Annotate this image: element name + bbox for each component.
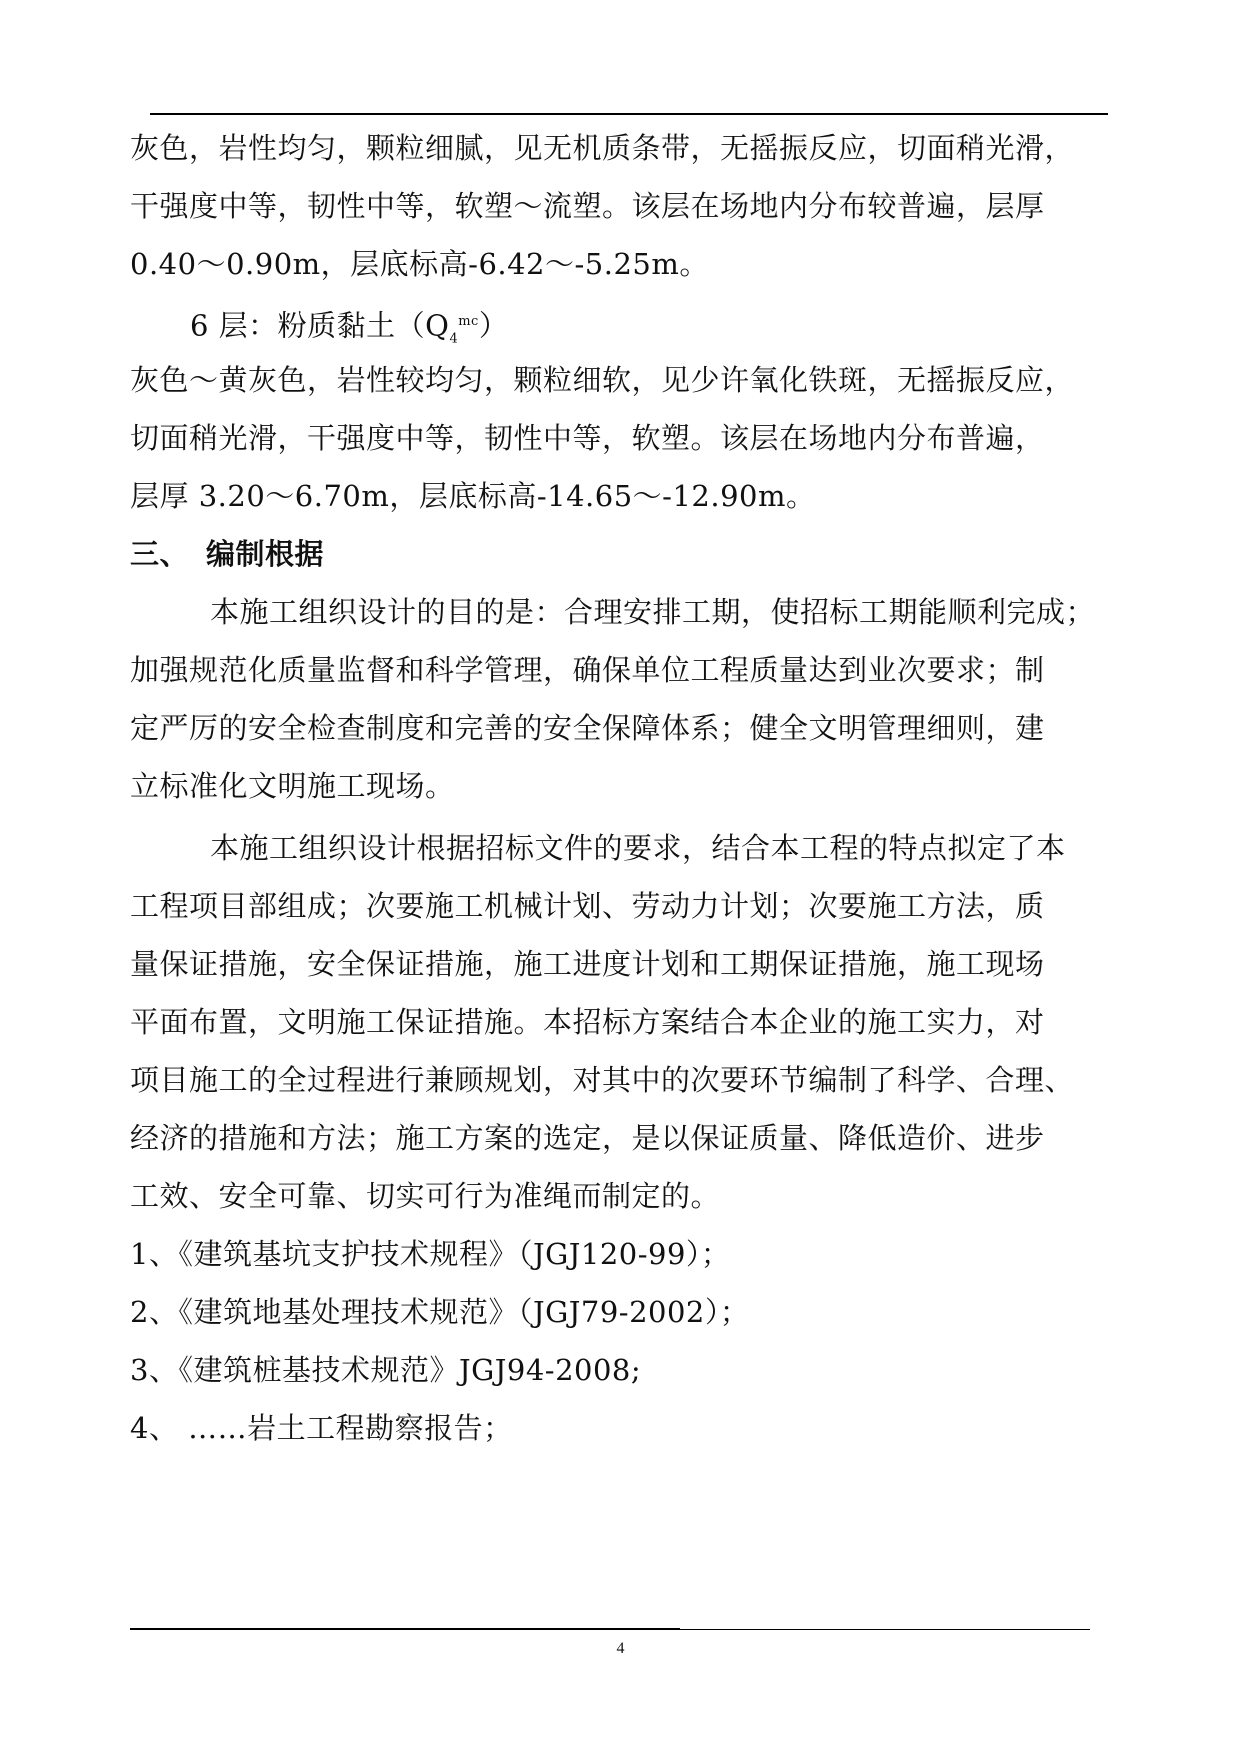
text-line: 项目施工的全过程进行兼顾规划，对其中的次要环节编制了科学、合理、 (130, 1063, 1075, 1097)
layer6-heading (190, 302, 1180, 347)
text-line: 平面布置，文明施工保证措施。本招标方案结合本企业的施工实力，对 (130, 1005, 1045, 1039)
header-rule (150, 113, 1108, 115)
text-line: 层厚 3.20～6.70m，层底标高-14.65～-12.90m。 (130, 479, 816, 513)
reference-item: 3、《建筑桩基技术规范》JGJ94-2008; (130, 1353, 642, 1387)
text-line: 干强度中等，韧性中等，软塑～流塑。该层在场地内分布较普遍，层厚 (130, 189, 1045, 223)
layer6-superscript: mc (458, 314, 479, 329)
section-number: 三、 (130, 537, 190, 571)
text-line: 定严厉的安全检查制度和完善的安全保障体系；健全文明管理细则，建 (130, 711, 1045, 745)
text-line: 工效、安全可靠、切实可行为准绳而制定的。 (130, 1179, 721, 1213)
text-line: 量保证措施，安全保证措施，施工进度计划和工期保证措施，施工现场 (130, 947, 1045, 981)
layer6-label: 6 层：粉质黏土（Q (190, 308, 450, 343)
footer-rule (130, 1629, 1090, 1630)
text-line: 工程项目部组成；次要施工机械计划、劳动力计划；次要施工方法，质 (130, 889, 1045, 923)
text-line: 0.40～0.90m，层底标高-6.42～-5.25m。 (130, 247, 709, 281)
text-line: 加强规范化质量监督和科学管理，确保单位工程质量达到业次要求；制 (130, 653, 1045, 687)
text-line: 经济的措施和方法；施工方案的选定，是以保证质量、降低造价、进步 (130, 1121, 1045, 1155)
layer6-subscript: 4 (449, 331, 459, 347)
text-line: 立标准化文明施工现场。 (130, 769, 455, 803)
text-line: 切面稍光滑，干强度中等，韧性中等，软塑。该层在场地内分布普遍， (130, 421, 1045, 455)
text-line: 灰色，岩性均匀，颗粒细腻，见无机质条带，无摇振反应，切面稍光滑， (130, 131, 1075, 165)
section-title: 编制根据 (206, 537, 325, 571)
reference-item: 4、 ……岩土工程勘察报告； (130, 1411, 513, 1445)
reference-item: 1、《建筑基坑支护技术规程》（JGJ120-99）； (130, 1237, 731, 1271)
text-line: 灰色～黄灰色，岩性较均匀，颗粒细软，见少许氧化铁斑，无摇振反应， (130, 363, 1075, 397)
section-heading (130, 534, 1120, 574)
text-line: 本施工组织设计的目的是：合理安排工期，使招标工期能顺利完成； (210, 595, 1096, 629)
reference-item: 2、《建筑地基处理技术规范》（JGJ79-2002）； (130, 1295, 750, 1329)
layer6-close: ） (478, 308, 509, 343)
page-number: 4 (616, 1640, 625, 1657)
text-line: 本施工组织设计根据招标文件的要求，结合本工程的特点拟定了本 (210, 831, 1066, 865)
